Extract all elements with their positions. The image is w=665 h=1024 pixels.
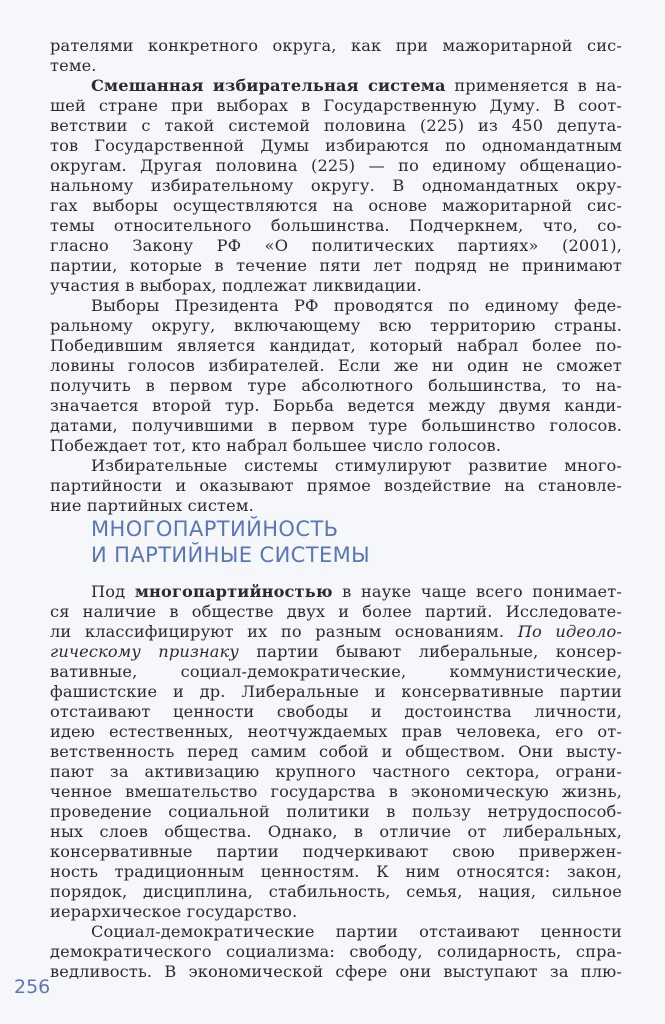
text-line: ченное вмешательство государства в экономическую жизнь, <box>50 782 622 801</box>
text-line: ведливость. В экономической сфере они выступают за плю- <box>50 962 622 981</box>
section-heading-line2: И ПАРТИЙНЫЕ СИСТЕМЫ <box>91 543 371 567</box>
text-line: участия в выборах, подлежат ликвидации. <box>50 276 422 295</box>
text-line <box>91 76 622 96</box>
term-mixed-electoral-system: Смешанная избирательная система <box>91 76 446 95</box>
page-number: 256 <box>14 976 51 998</box>
text-span: применяется в на- <box>445 76 622 95</box>
text-line: Победившим является кандидат, который набрал более по- <box>50 336 622 355</box>
text-line: темы относительного большинства. Подчеркнем, что, со- <box>50 216 622 235</box>
text-line: ветствии с такой системой половина (225) из 450 депута- <box>50 116 622 135</box>
section-heading-line1: МНОГОПАРТИЙНОСТЬ <box>91 517 339 541</box>
text-line <box>91 582 622 602</box>
text-line: демократического социализма: свободу, солидарность, спра- <box>50 942 622 961</box>
text-line: иерархическое государство. <box>50 902 298 921</box>
text-line: партийности и оказывают прямое воздействие на становле- <box>50 476 622 495</box>
text-line: консервативные партии подчеркивают свою привержен- <box>50 842 622 861</box>
text-line <box>50 642 622 662</box>
text-line: нальному избирательному округу. В одномандатных окру- <box>50 176 622 195</box>
text-span: партии бывают либеральные, консер- <box>238 642 622 661</box>
text-line: ральному округу, включающему всю территорию страны. <box>50 316 622 335</box>
text-line: получить в первом туре абсолютного большинства, то на- <box>50 376 622 395</box>
text-line: ных слоев общества. Однако, в отличие от либеральных, <box>50 822 622 841</box>
text-line: пают за активизацию крупного частного сектора, ограни- <box>50 762 622 781</box>
text-line: теме. <box>50 56 97 75</box>
text-span: Под <box>91 582 135 601</box>
text-line: рателями конкретного округа, как при мажоритарной сис- <box>50 36 622 55</box>
text-line: гах выборы осуществляются на основе мажоритарной сис- <box>50 196 622 215</box>
text-line: значается второй тур. Борьба ведется между двумя канди- <box>50 396 622 415</box>
italic-term: гическому признаку <box>50 642 239 661</box>
text-line: тов Государственной Думы избираются по одномандатным <box>50 136 622 155</box>
text-line: отстаивают ценности свободы и достоинства личности, <box>50 702 622 721</box>
italic-term: По идеоло- <box>517 622 623 641</box>
text-line: ся наличие в обществе двух и более партий. Исследовате- <box>50 602 622 621</box>
text-line: проведение социальной политики в пользу нетрудоспособ- <box>50 802 622 821</box>
text-span: в науке чаще всего понимает- <box>332 582 623 601</box>
text-line: порядок, дисциплина, стабильность, семья, нация, сильное <box>50 882 622 901</box>
text-line: Избирательные системы стимулируют развитие много- <box>91 456 622 475</box>
text-line: Выборы Президента РФ проводятся по единому феде- <box>91 296 622 315</box>
term-multiparty: многопартийностью <box>134 582 333 601</box>
text-line: ветственность перед самим собой и обществом. Они высту- <box>50 742 622 761</box>
text-line: идею естественных, неотчуждаемых прав человека, его от- <box>50 722 622 741</box>
text-line: ние партийных систем. <box>50 496 254 515</box>
text-line: ность традиционным ценностям. К ним относятся: закон, <box>50 862 622 881</box>
text-line: округам. Другая половина (225) — по единому общенацио- <box>50 156 622 175</box>
text-line: гласно Закону РФ «О политических партиях» (2001), <box>50 236 622 255</box>
text-line: ловины голосов избирателей. Если же ни один не сможет <box>50 356 622 375</box>
text-line: датами, получившими в первом туре большинство голосов. <box>50 416 622 435</box>
text-line: шей стране при выборах в Государственную Думу. В соот- <box>50 96 622 115</box>
text-line: вативные, социал-демократические, коммунистические, <box>50 662 622 681</box>
text-line: Побеждает тот, кто набрал большее число голосов. <box>50 436 502 455</box>
text-line <box>50 622 622 642</box>
text-line: партии, которые в течение пяти лет подряд не принимают <box>50 256 622 275</box>
text-line: фашистские и др. Либеральные и консервативные партии <box>50 682 622 701</box>
text-line: Социал-демократические партии отстаивают ценности <box>91 922 622 941</box>
text-span: ли классифицируют их по разным основаниям. <box>50 622 518 641</box>
